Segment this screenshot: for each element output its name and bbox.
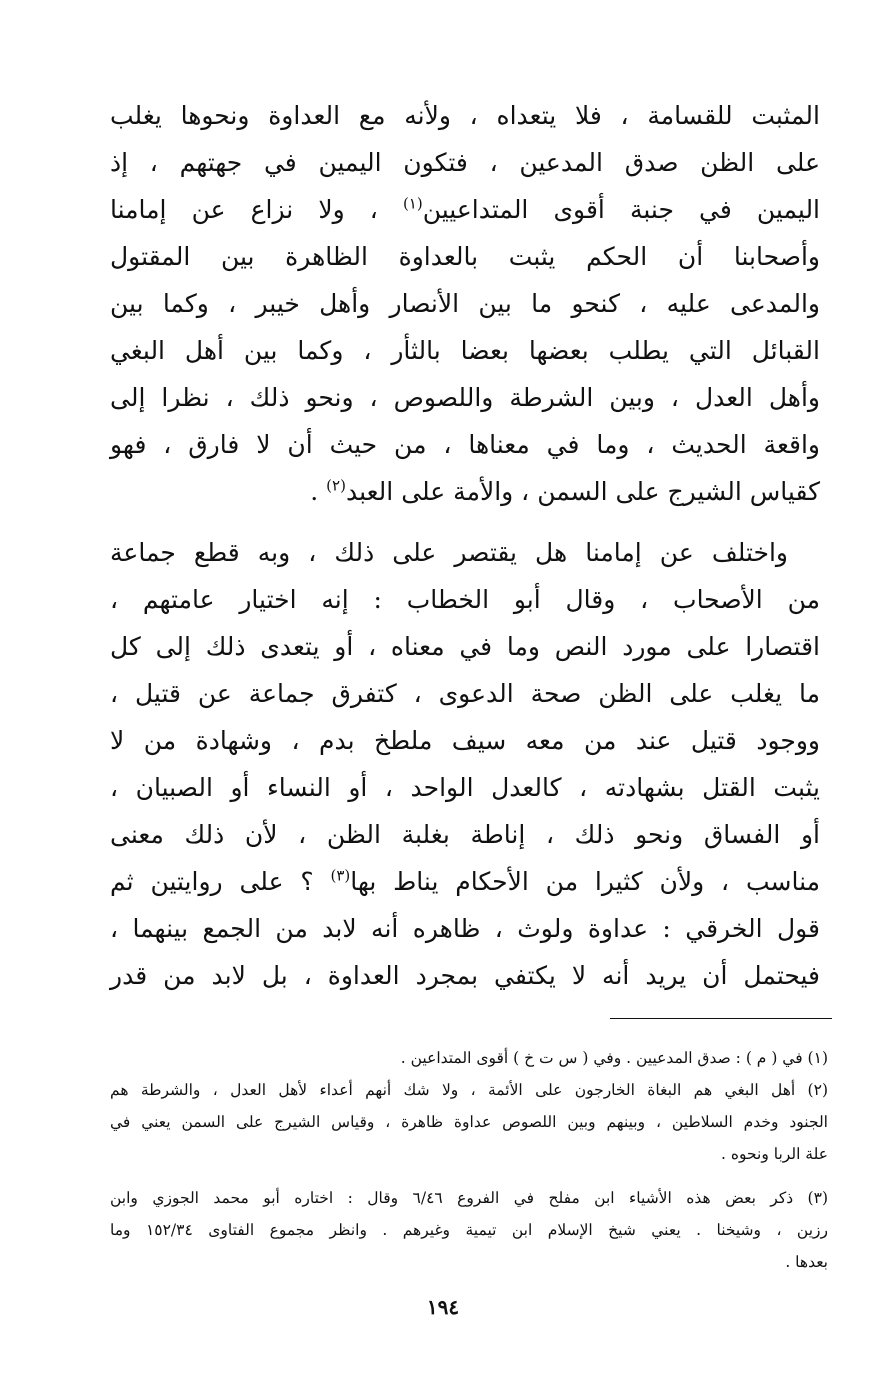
text-line: أو الفساق ونحو ذلك ، إناطة بغلبة الظن ، لأن ذلك معنى <box>110 820 820 849</box>
text-line: ووجود قتيل عند من معه سيف ملطخ بدم ، وشهادة من لا <box>110 726 820 755</box>
footnote-ref-1: (١) <box>402 194 423 213</box>
text-line: كقياس الشيرج على السمن ، والأمة على العبد$^{(٢)}$ . <box>310 476 820 506</box>
footnote-3-line: (٣) ذكر بعض هذه الأشياء ابن مفلح في الفروع ٦/٤٦ وقال : اختاره أبو محمد الجوزي وابن <box>110 1189 828 1207</box>
footnote-3-line: بعدها . <box>785 1253 828 1271</box>
text-line: ما يغلب على الظن صحة الدعوى ، كتفرق جماعة عن قتيل ، <box>110 679 820 708</box>
text-line: قول الخرقي : عداوة ولوث ، ظاهره أنه لابد من الجمع بينهما ، <box>110 914 820 943</box>
text-line: واقعة الحديث ، وما في معناها ، من حيث أن لا فارق ، فهو <box>110 430 820 459</box>
text-line: وأهل العدل ، وبين الشرطة واللصوص ، ونحو ذلك ، نظرا إلى <box>110 383 820 412</box>
footnote-3-line: رزين ، وشيخنا . يعني شيخ الإسلام ابن تيمية وغيرهم . وانظر مجموع الفتاوى ١٥٢/٣٤ وما <box>110 1221 828 1239</box>
text-line: على الظن صدق المدعين ، فتكون اليمين في جهتهم ، إذ <box>110 148 820 177</box>
text-line: المثبت للقسامة ، فلا يتعداه ، ولأنه مع العداوة ونحوها يغلب <box>110 101 820 130</box>
main-text <box>110 92 820 999</box>
text-line: والمدعى عليه ، كنحو ما بين الأنصار وأهل خيبر ، وكما بين <box>110 289 820 318</box>
text-line: من الأصحاب ، وقال أبو الخطاب : إنه اختيار عامتهم ، <box>110 585 820 614</box>
footnote-ref-2: (٢) <box>326 476 346 495</box>
footnote-ref-3: (٣) <box>330 866 351 885</box>
footnote-separator <box>610 1018 832 1019</box>
text-line: وأصحابنا أن الحكم يثبت بالعداوة الظاهرة بين المقتول <box>110 242 820 271</box>
text-line: فيحتمل أن يريد أنه لا يكتفي بمجرد العداوة ، بل لابد من قدر <box>110 961 820 990</box>
text-line: واختلف عن إمامنا هل يقتصر على ذلك ، وبه قطع جماعة <box>110 538 788 567</box>
footnote-1: (١) في ( م ) : صدق المدعيين . وفي ( س ت خ ) أقوى المتداعين . <box>400 1049 828 1067</box>
footnote-2-line: (٢) أهل البغي هم البغاة الخارجون على الأئمة ، ولا شك أنهم أعداء لأهل العدل ، والشرطة هم <box>110 1081 828 1099</box>
footnote-2-line: الجنود وخدم السلاطين ، وبينهم وبين اللصوص عداوة ظاهرة ، وقياس الشيرج على السمن يعني في <box>110 1113 828 1131</box>
page-number: ١٩٤ <box>426 1295 460 1319</box>
text-line: مناسب ، ولأن كثيرا من الأحكام يناط بها$^{(٣)}$ ؟ على روايتين ثم <box>110 866 821 896</box>
footnotes <box>110 1042 828 1278</box>
text-line: اليمين في جنبة أقوى المتداعيين$^{(١)}$ ، ولا نزاع عن إمامنا <box>110 194 821 224</box>
text-line: اقتصارا على مورد النص وما في معناه ، أو يتعدى ذلك إلى كل <box>110 632 820 661</box>
footnote-2-line: علة الربا ونحوه . <box>721 1145 828 1163</box>
text-line: القبائل التي يطلب بعضها بعضا بالثأر ، وكما بين أهل البغي <box>110 336 820 365</box>
text-line: يثبت القتل بشهادته ، كالعدل الواحد ، أو النساء أو الصبيان ، <box>110 773 820 802</box>
